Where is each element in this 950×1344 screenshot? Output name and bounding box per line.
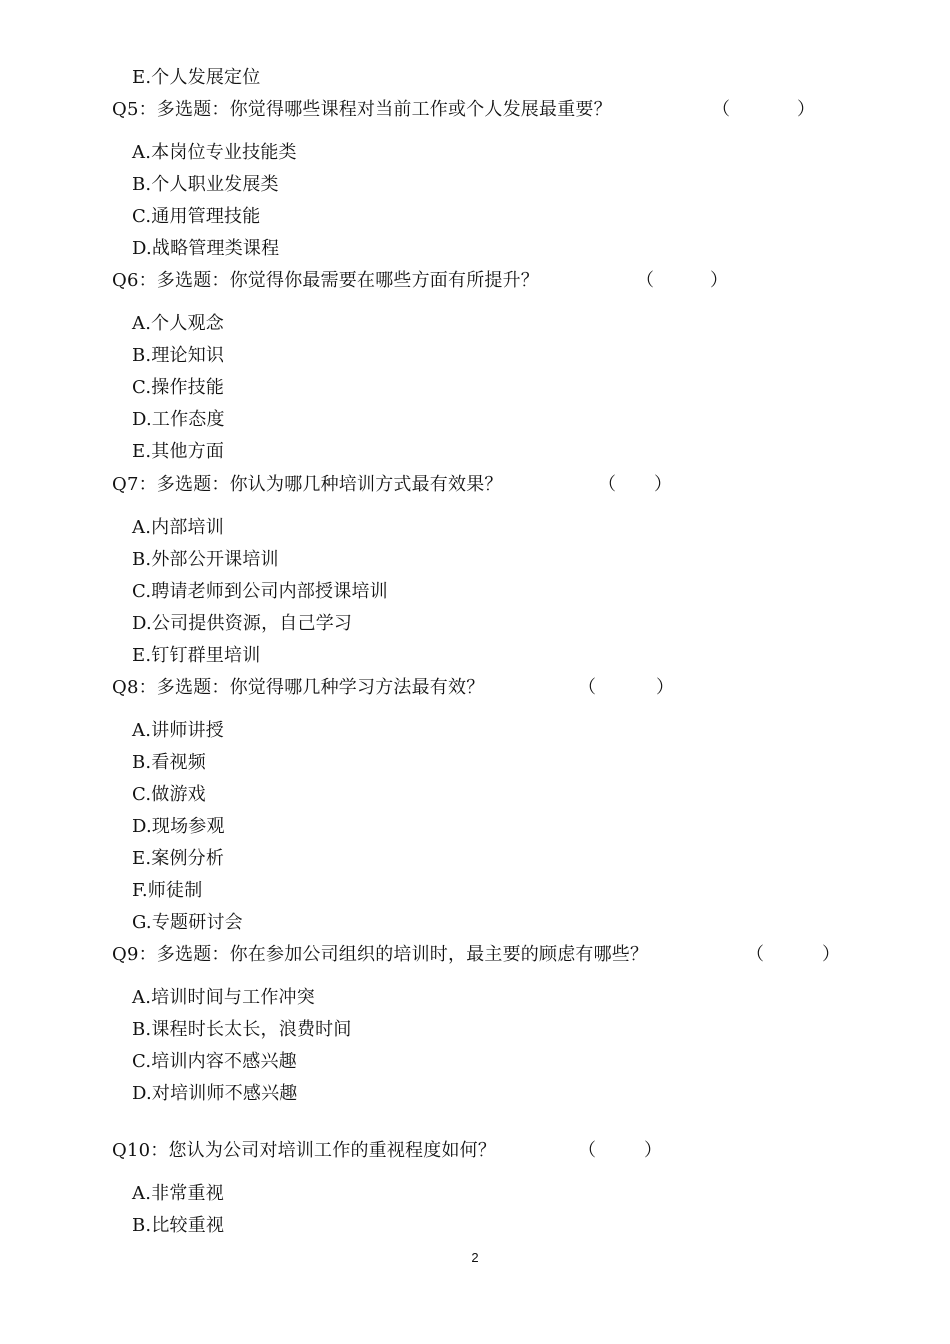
question-10-option-b: B.比较重视 <box>132 1215 225 1236</box>
question-9-option-b: B.课程时长太长，浪费时间 <box>132 1019 352 1040</box>
question-5-option-b: B.个人职业发展类 <box>132 174 279 195</box>
question-7-text: Q7：多选题：你认为哪几种培训方式最有效果？ <box>112 474 503 495</box>
question-6-option-d: D.工作态度 <box>132 409 225 430</box>
question-6-answer-bracket-close: ） <box>710 270 728 291</box>
question-6-text: Q6：多选题：你觉得你最需要在哪些方面有所提升？ <box>112 270 540 291</box>
question-7-answer-bracket-open: （ <box>598 474 616 495</box>
question-9-answer-bracket-close: ） <box>822 944 840 965</box>
question-6-option-b: B.理论知识 <box>132 345 225 366</box>
question-5-option-c: C.通用管理技能 <box>132 206 261 227</box>
question-6-option-e: E.其他方面 <box>132 441 225 462</box>
question-5-option-d: D.战略管理类课程 <box>132 238 280 259</box>
question-10-option-a: A.非常重视 <box>132 1183 224 1204</box>
question-10-answer-bracket-open: （ <box>578 1140 596 1161</box>
question-7-option-c: C.聘请老师到公司内部授课培训 <box>132 581 388 602</box>
question-8-option-g: G.专题研讨会 <box>132 912 243 933</box>
question-8-answer-bracket-close: ） <box>656 677 674 698</box>
question-7-option-b: B.外部公开课培训 <box>132 549 279 570</box>
question-9-text: Q9：多选题：你在参加公司组织的培训时，最主要的顾虑有哪些？ <box>112 944 649 965</box>
question-5-option-a: A.本岗位专业技能类 <box>132 142 297 163</box>
question-6-option-a: A.个人观念 <box>132 313 224 334</box>
question-9-option-a: A.培训时间与工作冲突 <box>132 987 315 1008</box>
question-8-answer-bracket-open: （ <box>578 677 596 698</box>
question-6-answer-bracket-open: （ <box>636 270 654 291</box>
question-8-option-e: E.案例分析 <box>132 848 225 869</box>
page-number: 2 <box>471 1250 479 1265</box>
question-10-answer-bracket-close: ） <box>644 1140 662 1161</box>
question-8-option-a: A.讲师讲授 <box>132 720 224 741</box>
question-8-option-d: D.现场参观 <box>132 816 225 837</box>
question-8-option-b: B.看视频 <box>132 752 206 773</box>
question-6-option-c: C.操作技能 <box>132 377 225 398</box>
question-8-option-c: C.做游戏 <box>132 784 206 805</box>
question-8-text: Q8：多选题：你觉得哪几种学习方法最有效？ <box>112 677 485 698</box>
question-7-option-a: A.内部培训 <box>132 517 224 538</box>
question-9-answer-bracket-open: （ <box>746 944 764 965</box>
question-9-option-d: D.对培训师不感兴趣 <box>132 1083 298 1104</box>
question-5-answer-bracket-close: ） <box>797 99 815 120</box>
question-10-text: Q10：您认为公司对培训工作的重视程度如何？ <box>112 1140 497 1161</box>
question-7-option-d: D.公司提供资源，自己学习 <box>132 613 353 634</box>
previous-option-e: E.个人发展定位 <box>132 67 261 88</box>
question-7-answer-bracket-close: ） <box>654 474 672 495</box>
question-9-option-c: C.培训内容不感兴趣 <box>132 1051 297 1072</box>
question-5-answer-bracket-open: （ <box>712 99 730 120</box>
question-5-text: Q5：多选题：你觉得哪些课程对当前工作或个人发展最重要？ <box>112 99 612 120</box>
question-7-option-e: E.钉钉群里培训 <box>132 645 261 666</box>
question-8-option-f: F.师徒制 <box>132 880 203 901</box>
